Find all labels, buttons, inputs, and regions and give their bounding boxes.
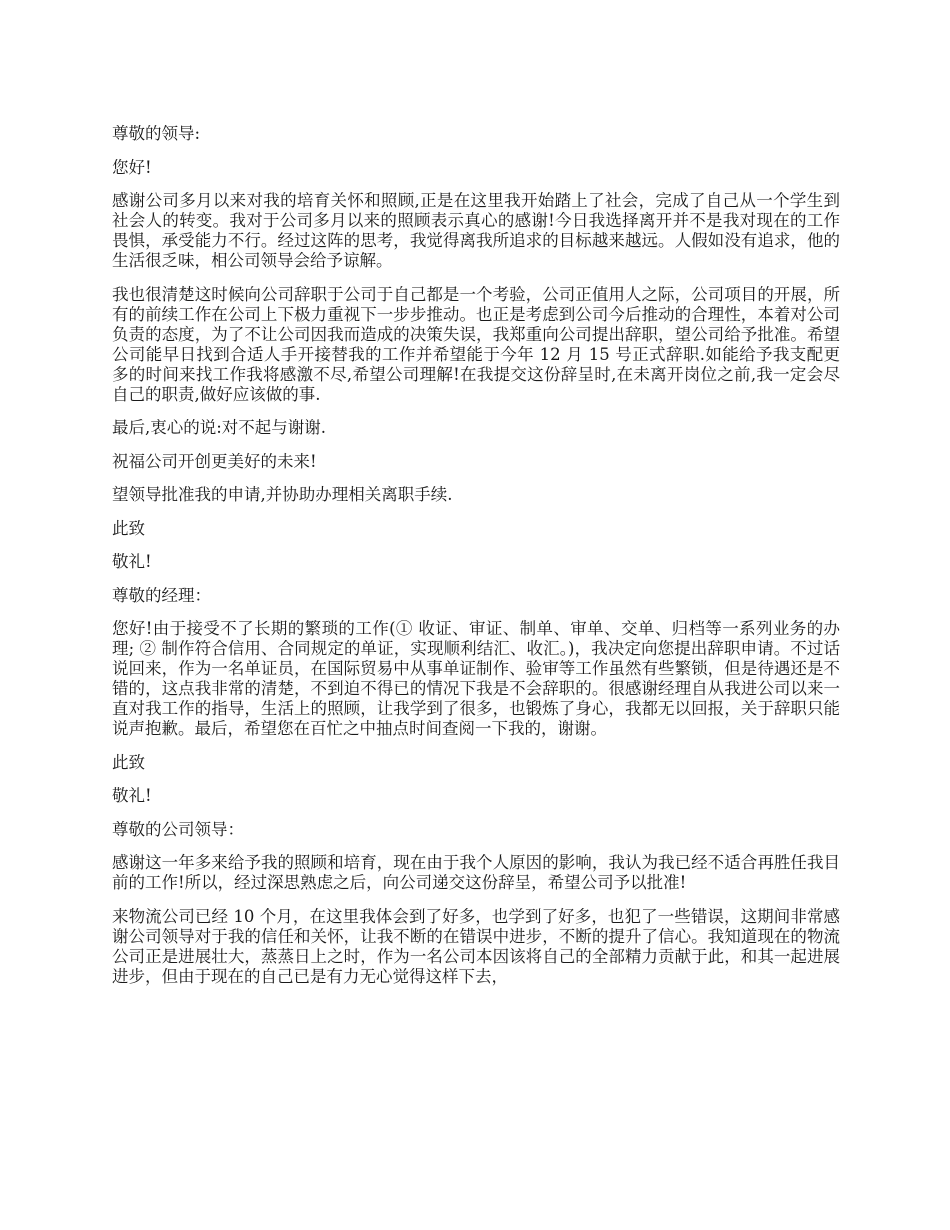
closing-paragraph: 敬礼! [112,552,152,571]
greeting-paragraph: 您好! [112,157,152,177]
body-paragraph: 感谢这一年多来给予我的照顾和培育，现在由于我个人原因的影响，我认为我已经不适合再胜任我目前的工作!所以，经过深思熟虑之后，向公司递交这份辞呈，希望公司予以批准! [112,853,840,892]
salutation-paragraph: 尊敬的公司领导： [112,819,244,839]
salutation-paragraph: 尊敬的领导: [112,124,201,143]
document-page [112,124,840,1000]
body-paragraph: 感谢公司多月以来对我的培育关怀和照顾,正是在这里我开始踏上了社会，完成了自己从一个学生到社会人的转变。我对于公司多月以来的照顾表示真心的感谢!今日我选择离开并不是我对现在的工作畏惧，承受能力不行。经过这阵的思考，我觉得离我所追求的目标越来越远。人假如没有追求，他的生活很乏味，相公司领导会给予谅解。 [112,191,840,270]
body-paragraph: 您好!由于接受不了长期的繁琐的工作(① 收证、审证、制单、审单、交单、归档等一系列业务的办理; ② 制作符合信用、合同规定的单证，实现顺利结汇、收汇。)，我决定向您提出辞职申请。不过话说回来，作为一名单证员，在国际贸易中从事单证制作、验审等工作虽然有些繁锁，但是待遇还是不错的，这点我非常的清楚，不到迫不得已的情况下我是不会辞职的。很感谢经理自从我进公司以来一直对我工作的指导，生活上的照顾，让我学到了很多，也锻炼了身心，我都无以回报，关于辞职只能说声抱歉。最后，希望您在百忙之中抽点时间查阅一下我的，谢谢。 [112,619,840,738]
body-paragraph: 祝福公司开创更美好的未来! [112,451,317,471]
body-paragraph: 我也很清楚这时候向公司辞职于公司于自己都是一个考验，公司正值用人之际，公司项目的开展，所有的前续工作在公司上下极力重视下一步步推动。也正是考虑到公司今后推动的合理性，本着对公司负责的态度，为了不让公司因我而造成的决策失误，我郑重向公司提出辞职，望公司给予批准。希望公司能早日找到合适人手开接替我的工作并希望能于今年 12 月 15 号正式辞职.如能给予我支配更多的时间来找工作我将感激不尽,希望公司理解!在我提交这份辞呈时,在未离开岗位之前,我一定会尽自己的职责,做好应该做的事. [112,284,840,404]
body-paragraph: 来物流公司已经 10 个月，在这里我体会到了好多，也学到了好多，也犯了一些错误，这期间非常感谢公司领导对于我的信任和关怀，让我不断的在错误中进步，不断的提升了信心。我知道现在的物流公司正是进展壮大，蒸蒸日上之时，作为一名公司本因该将自己的全部精力贡献于此，和其一起进展进步，但由于现在的自己已是有力无心觉得这样下去， [112,906,840,986]
salutation-paragraph: 尊敬的经理： [112,585,211,605]
body-paragraph: 望领导批准我的申请,并协助办理相关离职手续. [112,485,453,504]
closing-paragraph: 此致 [112,518,145,538]
body-paragraph: 最后,衷心的说:对不起与谢谢. [112,418,327,437]
closing-paragraph: 此致 [112,752,145,772]
closing-paragraph: 敬礼! [112,786,152,805]
